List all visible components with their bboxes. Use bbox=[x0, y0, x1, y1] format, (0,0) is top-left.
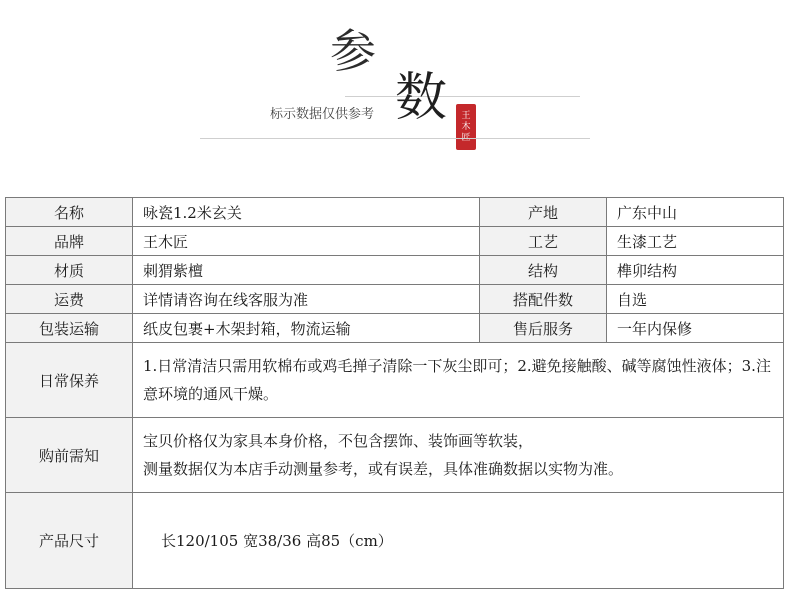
notice-text bbox=[133, 418, 784, 493]
title-rule-top bbox=[345, 96, 580, 97]
table-row bbox=[6, 256, 784, 285]
spec-label: 材质 bbox=[6, 256, 133, 285]
size-label: 产品尺寸 bbox=[6, 493, 133, 589]
spec-value: 王木匠 bbox=[133, 227, 480, 256]
title-rule-bottom bbox=[200, 138, 590, 139]
spec-value: 详情请咨询在线客服为准 bbox=[133, 285, 480, 314]
table-row-notice bbox=[6, 418, 784, 493]
seal-char: 木 bbox=[461, 121, 471, 132]
spec-value: 一年内保修 bbox=[607, 314, 784, 343]
title-char-1: 参 bbox=[330, 24, 376, 78]
care-label: 日常保养 bbox=[6, 343, 133, 418]
spec-value: 生漆工艺 bbox=[607, 227, 784, 256]
spec-label: 运费 bbox=[6, 285, 133, 314]
table-row-size bbox=[6, 493, 784, 589]
title-char-2: 数 bbox=[395, 68, 448, 128]
spec-label: 工艺 bbox=[480, 227, 607, 256]
spec-value: 广东中山 bbox=[607, 198, 784, 227]
table-row bbox=[6, 198, 784, 227]
notice-label: 购前需知 bbox=[6, 418, 133, 493]
spec-label: 品牌 bbox=[6, 227, 133, 256]
table-row bbox=[6, 314, 784, 343]
spec-value: 纸皮包裹+木架封箱，物流运输 bbox=[133, 314, 480, 343]
spec-label: 结构 bbox=[480, 256, 607, 285]
spec-label: 产地 bbox=[480, 198, 607, 227]
spec-table bbox=[5, 197, 784, 589]
seal-logo bbox=[456, 104, 476, 150]
spec-value: 榫卯结构 bbox=[607, 256, 784, 285]
spec-label: 售后服务 bbox=[480, 314, 607, 343]
notice-line: 测量数据仅为本店手动测量参考，或有误差，具体准确数据以实物为准。 bbox=[143, 460, 624, 478]
seal-char: 王 bbox=[461, 110, 471, 121]
notice-line: 宝贝价格仅为家具本身价格，不包含摆饰、装饰画等软装， bbox=[143, 432, 534, 450]
spec-label: 搭配件数 bbox=[480, 285, 607, 314]
care-text: 1.日常清洁只需用软棉布或鸡毛掸子清除一下灰尘即可；2.避免接触酸、碱等腐蚀性液体；3.注意环境的通风干燥。 bbox=[133, 343, 784, 418]
table-row bbox=[6, 285, 784, 314]
subtitle: 标示数据仅供参考 bbox=[270, 107, 375, 122]
spec-value: 刺猬紫檀 bbox=[133, 256, 480, 285]
table-row bbox=[6, 227, 784, 256]
spec-label: 包装运输 bbox=[6, 314, 133, 343]
header bbox=[0, 0, 790, 195]
spec-label: 名称 bbox=[6, 198, 133, 227]
spec-value: 自选 bbox=[607, 285, 784, 314]
size-text: 长120/105 宽38/36 高85（cm） bbox=[133, 493, 784, 589]
spec-value: 咏瓷1.2米玄关 bbox=[133, 198, 480, 227]
table-row-care bbox=[6, 343, 784, 418]
